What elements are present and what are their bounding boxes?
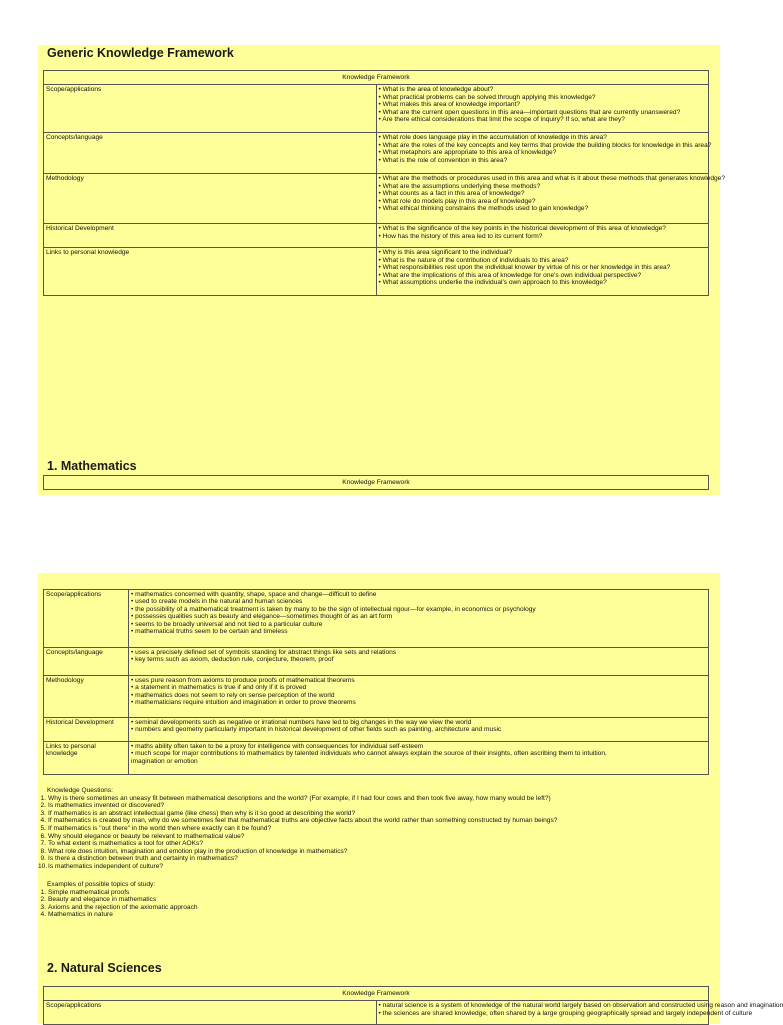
page-2 xyxy=(38,573,783,1024)
table-header: Knowledge Framework xyxy=(44,987,709,1001)
row-content xyxy=(376,174,725,224)
bullet-line: • What are the implications of this area of knowledge for one's own individual perspective? xyxy=(378,271,642,279)
list-item: 1. Simple mathematical proofs xyxy=(40,888,130,896)
bullet-line: • What responsibilities rest upon the individual knower by virtue of his or her knowledge in this area? xyxy=(378,264,671,272)
bullet-line: • uses pure reason from axioms to produce proofs of mathematical theorems xyxy=(131,677,355,684)
mathematics-title: 1. Mathematics xyxy=(47,459,137,473)
list-item: 1. Why is there sometimes an uneasy fit between mathematical descriptions and the world? (For example, if I had four cows and then took five away, how many would be left?) xyxy=(40,794,551,802)
mathematics-framework-table xyxy=(43,589,709,775)
bullet-line: • What is the role of convention in this area? xyxy=(378,156,508,164)
list-item: 8. What role does intuition, imagination and emotion play in the production of knowledge in mathematics? xyxy=(40,847,348,855)
bullet-line: • uses a precisely defined set of symbols standing for abstract things like sets and relations xyxy=(131,649,397,656)
generic-framework-table xyxy=(43,70,725,296)
row-content xyxy=(376,248,709,296)
bullet-line: • mathematics concerned with quantity, shape, space and change—difficult to define xyxy=(131,591,377,598)
table-row xyxy=(44,133,709,174)
bullet-line: • What makes this area of knowledge important? xyxy=(378,101,521,109)
bullet-line: • possesses qualities such as beauty and elegance—sometimes thought of as an art form xyxy=(131,613,393,621)
bullet-line: • a statement in mathematics is true if and only if it is proved xyxy=(131,684,307,692)
table-row xyxy=(44,676,709,718)
topics-of-study xyxy=(38,881,720,919)
bullet-line: • How has the history of this area led to its current form? xyxy=(378,232,543,240)
row-label: Methodology xyxy=(44,174,377,224)
row-content xyxy=(376,1001,783,1025)
table-header: Knowledge Framework xyxy=(44,71,709,85)
bullet-line: • the sciences are shared knowledge, often shared by a large grouping geographically spread and largely independent of culture xyxy=(378,1009,753,1017)
bullet-line: • What is the significance of the key points in the historical development of this area of knowledge? xyxy=(378,225,666,233)
list-item: 6. Why should elegance or beauty be relevant to mathematical value? xyxy=(40,832,245,840)
table-row xyxy=(44,590,709,648)
bullet-line: • seems to be broadly universal and not tied to a particular culture xyxy=(131,620,323,628)
natural-sciences-title: 2. Natural Sciences xyxy=(47,961,162,975)
row-label: Scope/applications xyxy=(44,590,129,648)
list-item: 4. Mathematics in nature xyxy=(40,911,113,919)
bullet-line: • What are the assumptions underlying these methods? xyxy=(378,182,541,190)
bullet-line: imagination or emotion xyxy=(131,757,198,765)
list-item: 4. If mathematics is created by man, why do we sometimes feel that mathematical truths are objective facts about the world rather than something constructed by human beings? xyxy=(40,817,558,825)
bullet-line: • Are there ethical considerations that limit the scope of inquiry? If so, what are they? xyxy=(378,116,625,124)
page-1 xyxy=(38,45,725,495)
bullet-line: • What practical problems can be solved through applying this knowledge? xyxy=(378,93,596,101)
row-content xyxy=(129,742,709,775)
generic-framework-title: Generic Knowledge Framework xyxy=(47,46,234,60)
row-content xyxy=(129,590,709,648)
natural-sciences-framework-table xyxy=(43,986,783,1025)
table-row xyxy=(44,648,709,676)
row-content xyxy=(129,648,709,676)
row-content xyxy=(376,85,709,133)
row-content xyxy=(129,718,709,742)
table-header: Knowledge Framework xyxy=(44,476,709,490)
bullet-line: • mathematical truths seem to be certain and timeless xyxy=(131,628,288,636)
list-item: 3. If mathematics is an abstract intellectual game (like chess) then why is it so good at describing the world? xyxy=(40,809,356,817)
bullet-line: • What are the methods or procedures used in this area and what is it about these methods that generates knowledge? xyxy=(378,175,725,183)
row-label: Concepts/language xyxy=(44,648,129,676)
row-label: Concepts/language xyxy=(44,133,377,174)
row-label: Scope/applications xyxy=(44,85,377,133)
bullet-line: • What metaphors are appropriate to this area of knowledge? xyxy=(378,149,557,157)
list-item: 2. Is mathematics invented or discovered? xyxy=(40,802,165,810)
bullet-line: • What is the nature of the contribution of individuals to this area? xyxy=(378,256,569,264)
bullet-line: • What ethical thinking constrains the methods used to gain knowledge? xyxy=(378,205,589,213)
bullet-line: • the possibility of a mathematical treatment is taken by many to be the sign of intellectual rigour—for example, in economics or psychology xyxy=(131,605,536,613)
row-content xyxy=(129,676,709,718)
bullet-line: • What role does language play in the accumulation of knowledge in this area? xyxy=(378,134,607,142)
table-row xyxy=(44,224,709,248)
bullet-line: • natural science is a system of knowledge of the natural world largely based on observation and constructed using reason and imagination xyxy=(378,1002,783,1010)
row-label: Historical Development xyxy=(44,224,377,248)
row-label: Scope/applications xyxy=(44,1001,377,1025)
row-label: Links to personal knowledge xyxy=(44,248,377,296)
list-item: 7. To what extent is mathematics a tool for other AOKs? xyxy=(40,840,204,848)
bullet-line: • What counts as a fact in this area of knowledge? xyxy=(378,190,525,198)
bullet-line: • numbers and geometry particularly important in historical development of other fields such as painting, architecture and music xyxy=(131,726,502,734)
table-row xyxy=(44,174,709,224)
list-item: 9. Is there a distinction between truth and certainty in mathematics? xyxy=(40,855,238,863)
table-row xyxy=(44,718,709,742)
bullet-line: • maths ability often taken to be a proxy for intelligence with consequences for individual self-esteem xyxy=(131,743,424,750)
bullet-line: • Why is this area significant to the individual? xyxy=(378,249,513,257)
bullet-line: • What are the current open questions in this area—important questions that are currently unanswered? xyxy=(378,108,681,116)
row-content xyxy=(376,133,712,174)
list-item: 5. If mathematics is "out there" in the world then where exactly can it be found? xyxy=(40,824,272,832)
bullet-line: • much scope for major contributions to mathematics by talented individuals who cannot always explain the source of their insights, often ascribing them to intuition, xyxy=(131,750,607,758)
list-item: 3. Axioms and the rejection of the axiomatic approach xyxy=(40,903,198,911)
list-item: 2. Beauty and elegance in mathematics xyxy=(40,896,157,904)
bullet-line: • key terms such as axiom, deduction rule, conjecture, theorem, proof xyxy=(131,656,334,664)
table-row xyxy=(44,742,709,775)
bullet-line: • mathematicians require intuition and imagination in order to prove theorems xyxy=(131,699,356,707)
table-row xyxy=(44,1001,709,1025)
knowledge-questions-title: Knowledge Questions: xyxy=(47,787,113,794)
knowledge-questions xyxy=(38,787,720,871)
bullet-line: • What are the roles of the key concepts and key terms that provide the building blocks for knowledge in this area? xyxy=(378,141,712,149)
row-content xyxy=(376,224,709,248)
bullet-line: • What is the area of knowledge about? xyxy=(378,86,494,94)
topics-title: Examples of possible topics of study: xyxy=(47,881,156,888)
row-label: Links to personal knowledge xyxy=(44,742,129,775)
table-row xyxy=(44,85,709,133)
bullet-line: • mathematics does not seem to rely on sense perception of the world xyxy=(131,691,335,699)
table-row xyxy=(44,248,709,296)
row-label: Historical Development xyxy=(44,718,129,742)
row-label: Methodology xyxy=(44,676,129,718)
list-item: 10. Is mathematics independent of culture? xyxy=(38,862,164,870)
mathematics-header-table xyxy=(43,475,709,490)
bullet-line: • What role do models play in this area of knowledge? xyxy=(378,197,536,205)
bullet-line: • seminal developments such as negative or irrational numbers have led to big changes in the way we view the world xyxy=(131,719,472,726)
bullet-line: • used to create models in the natural and human sciences xyxy=(131,598,303,606)
bullet-line: • What assumptions underlie the individual's own approach to this knowledge? xyxy=(378,279,607,287)
